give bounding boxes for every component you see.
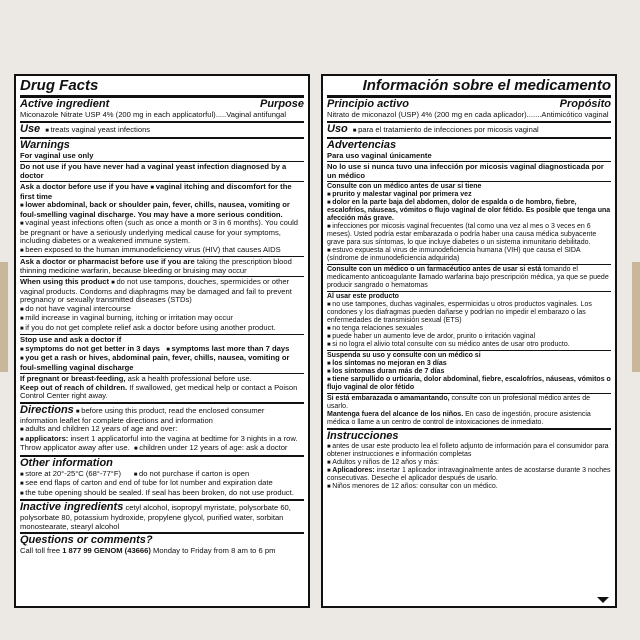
active-ingredient-heading: Principio activo (327, 98, 409, 110)
ask-doctor-intro: Consulte con un médico antes de usar si tiene (327, 183, 482, 190)
pregnancy-intro: If pregnant or breast-feeding, (20, 374, 126, 383)
use-text: ■ para el tratamiento de infecciones por micosis vaginal (353, 126, 539, 136)
ask-doctor-item: ■ dolor en la parte baja del abdomen, dolor de espalda o de hombro, fiebre, escalofríos, náuseas, vómitos o flujo vaginal de olor fétido. Es posible que tenga una afección más grave. (327, 199, 611, 223)
purpose-heading: Propósito (559, 98, 611, 110)
when-using-intro: When using this product (20, 277, 110, 286)
warnings-section (327, 137, 611, 428)
purpose-heading: Purpose (259, 98, 304, 110)
ask-doctor-item: ■ vaginal itching and discomfort for the first time (20, 182, 292, 201)
stop-use-item: ■ symptoms do not get better in 3 days (20, 344, 160, 353)
when-using-block (327, 291, 611, 349)
directions-section (20, 402, 304, 454)
keep-out-intro: Keep out of reach of children. (20, 382, 128, 392)
other-info-item: ■ see end flaps of carton and end of tube for lot number and expiration date (20, 479, 304, 489)
use-heading: Use (20, 122, 41, 135)
carton-edge-left (0, 262, 8, 372)
vaginal-use-only: Para uso vaginal únicamente (327, 150, 432, 160)
inactive-ingredients-text: cetyl alcohol, isopropyl myristate, polysorbate 60, polysorbate 80, potassium hydroxide, propylene glycol, purified water, sorbitan monostearate, stearyl alcohol (20, 503, 291, 531)
ask-pharmacist-text: tomando el medicamento anticoagulante llamado warfarina bajo prescripción médica, ya que se puede producir sangrado o hematomas (327, 266, 609, 289)
ask-doctor-item: ■ infecciones por micosis vaginal frecuentes (tal como una vez al mes o 3 veces en 6 meses). Usted podría estar embarazada o podría haber una causa médica subyacente grave para sus síntomas, lo que incluye diabetes o un sistema inmunitario debilitado. (327, 223, 611, 247)
children-under-12: ■ children under 12 years of age: ask a doctor (134, 443, 287, 452)
inactive-ingredients-section (20, 499, 304, 531)
carton-edge-right (632, 262, 640, 372)
ask-pharmacist-text: taking the prescription blood thinning medicine warfarin, because bleeding or bruising may occur (20, 257, 292, 275)
applicators-text: insertar 1 aplicador intravaginalmente antes de acostarse durante 3 noches consecutivas. Deseche el aplicador después de usarlo. (327, 467, 611, 482)
directions-item: ■ antes de usar este producto lea el folleto adjunto de información para el consumidor para obtener instrucciones e información completas (327, 443, 611, 459)
ask-doctor-item: ■ been exposed to the human immunodeficiency virus (HIV) that causes AIDS (20, 246, 304, 256)
when-using-item: ■ mild increase in vaginal burning, itching or irritation may occur (20, 314, 304, 324)
stop-use-intro: Suspenda su uso y consulte con un médico si (327, 352, 481, 359)
warnings-heading: Advertencias (327, 138, 397, 151)
directions-item (327, 467, 611, 483)
other-information-heading: Other information (20, 456, 113, 469)
directions-item: ■ before using this product, read the enclosed consumer information leaflet for complete directions and information (20, 406, 264, 425)
ask-pharmacist-block (20, 256, 304, 275)
stop-use-item: ■ tiene sarpullido o urticaria, dolor abdominal, fiebre, escalofríos, náuseas, vómitos o flujo vaginal de olor fétido (327, 376, 611, 392)
do-not-use: Do not use if you have never had a vaginal yeast infection diagnosed by a doctor (20, 161, 304, 180)
when-using-block (20, 276, 304, 333)
use-section (327, 121, 611, 136)
ask-doctor-item: ■ prurito y malestar vaginal por primera vez (327, 191, 611, 199)
when-using-item: ■ if you do not get complete relief ask a doctor before using another product. (20, 324, 304, 334)
use-section (20, 121, 304, 136)
inactive-ingredients-heading: Inactive ingredients (20, 501, 124, 513)
panel-title: Información sobre el medicamento (327, 77, 611, 98)
stop-use-item: ■ los síntomas duran más de 7 días (327, 368, 611, 376)
pregnancy-text: consulte con un profesional médico antes de usarlo. (327, 395, 591, 410)
use-heading: Uso (327, 122, 348, 135)
keep-out-of-reach (20, 384, 304, 401)
warnings-section (20, 137, 304, 401)
ask-doctor-block (20, 181, 304, 255)
when-using-item: ■ si no logra el alivio total consulte con su médico antes de usar otro producto. (327, 341, 611, 349)
directions-heading: Directions (20, 403, 74, 416)
ask-doctor-item: ■ lower abdominal, back or shoulder pain, fever, chills, nausea, vomiting or foul-smelling vaginal discharge. You may have a more serious condition. (20, 201, 304, 219)
phone-number: 1 877 99 GENOM (43666) (62, 546, 151, 555)
ask-pharmacist-intro: Ask a doctor or pharmacist before use if you are (20, 257, 195, 266)
keep-out-intro: Mantenga fuera del alcance de los niños. (327, 411, 464, 418)
applicators-label: applicators: (25, 433, 69, 443)
drug-facts-panel-spanish (321, 74, 617, 608)
questions-heading: Questions or comments? (20, 534, 153, 546)
pregnancy-warning (327, 393, 611, 411)
directions-item: ■ adults and children 12 years of age and over: (20, 425, 304, 435)
directions-item: ■ Niños menores de 12 años: consultar con un médico. (327, 483, 611, 491)
active-ingredient-line: Nitrato de miconazol (USP) 4% (200 mg en cada aplicador).......Antimicótico vaginal (327, 110, 609, 119)
ask-doctor-item: ■ vaginal yeast infections often (such as once a month or 3 in 6 months). You could be pregnant or have a seriously underlying medical cause for your symptoms, including diabetes or a weakened immune system. (20, 219, 304, 246)
keep-out-text: If swallowed, get medical help or contact a Poison Control Center right away. (20, 382, 298, 400)
directions-section (327, 428, 611, 491)
other-info-item: ■ store at 20°-25°C (68°-77°F) (20, 469, 121, 478)
when-using-intro: Al usar este producto (327, 293, 399, 300)
vaginal-use-only: For vaginal use only (20, 150, 94, 160)
directions-item (20, 435, 304, 454)
directions-item: ■ Adultos y niños de 12 años y más: (327, 459, 611, 467)
when-using-item: ■ no tenga relaciones sexuales (327, 325, 611, 333)
pregnancy-text: ask a health professional before use. (127, 374, 252, 383)
when-using-item: ■ do not have vaginal intercourse (20, 305, 304, 315)
ask-doctor-intro: Ask a doctor before use if you have (20, 182, 149, 191)
keep-out-of-reach (327, 411, 611, 427)
stop-use-item: ■ you get a rash or hives, abdominal pain, fever, chills, nausea, vomiting or foul-smelling vaginal discharge (20, 354, 304, 372)
other-info-item: ■ the tube opening should be sealed. If seal has been broken, do not use product. (20, 489, 304, 499)
ask-doctor-block (327, 181, 611, 263)
when-using-item: ■ no use tampones, duchas vaginales, espermicidas u otros productos vaginales. Los condones y los diafragmas pueden dañarse y podrían no impedir el embarazo o las enfermedades de transmisión sexual (ETS) (327, 301, 611, 325)
ask-pharmacist-intro: Consulte con un médico o un farmacéutico antes de usar si está (327, 266, 542, 273)
continue-arrow-icon (597, 597, 609, 603)
questions-section (20, 532, 304, 556)
active-ingredient-line: Miconazole Nitrate USP 4% (200 mg in each applicatorful).....Vaginal antifungal (20, 110, 287, 119)
keep-out-text: En caso de ingestión, procure asistencia médica o llame a un centro de control de intoxicaciones de inmediato. (327, 411, 591, 426)
drug-facts-panel-english (14, 74, 310, 608)
call-toll-free: Call toll free (20, 546, 61, 555)
ask-pharmacist-block (327, 264, 611, 290)
when-using-item: ■ do not use tampons, douches, spermicides or other vaginal products. Condoms and diaphragms may be damaged and fail to prevent pregnancy or sexually transmitted diseases (STDs) (20, 277, 292, 304)
do-not-use: No lo use si nunca tuvo una infección por micosis vaginal diagnosticada por un médico (327, 161, 611, 180)
panel-title: Drug Facts (20, 77, 304, 98)
stop-use-intro: Stop use and ask a doctor if (20, 335, 122, 344)
active-ingredient-heading: Active ingredient (20, 98, 110, 110)
stop-use-block (20, 334, 304, 372)
hours: Monday to Friday from 8 am to 6 pm (153, 546, 276, 555)
use-text: ■ treats vaginal yeast infections (45, 126, 150, 136)
stop-use-block (327, 350, 611, 392)
stop-use-item: ■ symptoms last more than 7 days (166, 344, 289, 353)
directions-heading: Instrucciones (327, 430, 399, 442)
when-using-item: ■ puede haber un aumento leve de ardor, prurito o irritación vaginal (327, 333, 611, 341)
applicators-text: insert 1 applicatorful into the vagina at bedtime for 3 nights in a row. Throw applicator away after use. (20, 433, 298, 452)
other-info-item: ■ do not purchase if carton is open (134, 469, 249, 478)
pregnancy-intro: Si está embarazada o amamantando, (327, 395, 450, 402)
applicators-label: Aplicadores: (332, 467, 375, 474)
ask-doctor-item: ■ estuvo expuesta al virus de inmunodeficiencia humana (VIH) que causa el SIDA (síndrome de inmunodeficiencia adquirida) (327, 247, 611, 263)
warnings-heading: Warnings (20, 138, 70, 151)
other-information-section (20, 455, 304, 499)
stop-use-item: ■ los síntomas no mejoran en 3 días (327, 360, 611, 368)
